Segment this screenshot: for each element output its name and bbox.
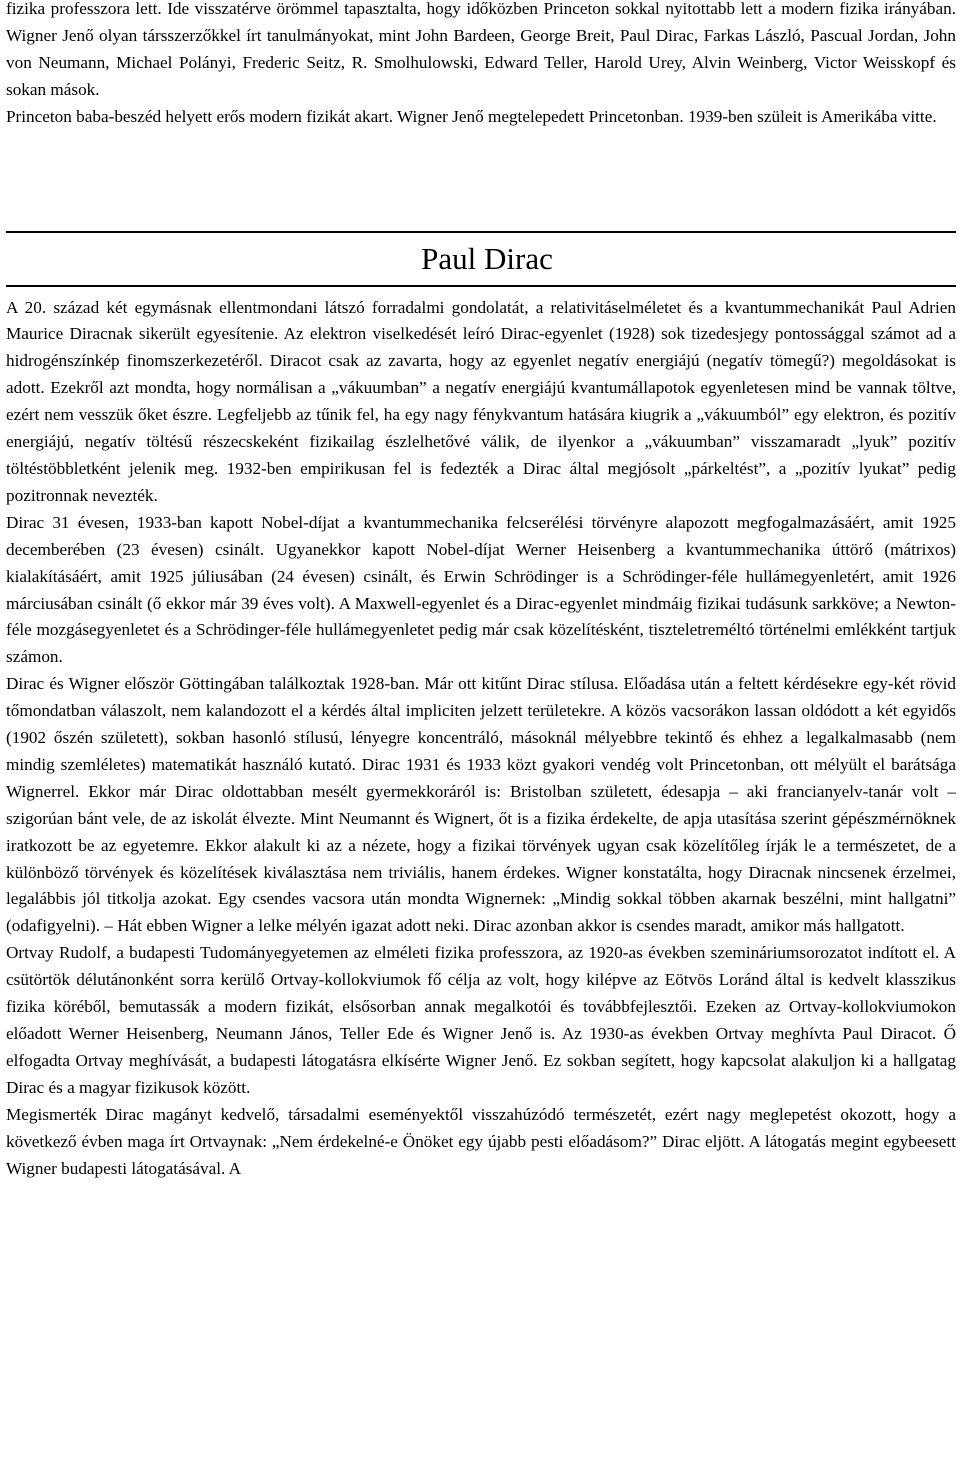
intro-paragraph-2: Princeton baba-beszéd helyett erős modern fizikát akart. Wigner Jenő megtelepedett Princetonban. 1939-ben szüleit is Amerikába vitte.: [6, 106, 937, 126]
body-paragraph-4: Ortvay Rudolf, a budapesti Tudományegyetemen az elméleti fizika professzora, az 1920-as években szemináriumsorozatot indított el. A csütörtök délutánonként sorra kerülő Ortvay-kollokviumok fő célja az volt, hogy kilépve az Eötvös Loránd által is kedvelt klasszikus fizika köréből, bemutassák a modern fizikát, elsősorban annak megalkotói és továbbfejlesztői. Ezeken az Ortvay-kollokviumokon előadott Werner Heisenberg, Neumann János, Teller Ede és Wigner Jenő is. Az 1930-as években Ortvay meghívta Paul Diracot. Ő elfogadta Ortvay meghívását, a budapesti látogatásra elkísérte Wigner Jenő. Ez sokban segített, hogy kapcsolat alakuljon ki a hallgatag Dirac és a magyar fizikusok között.: [6, 943, 956, 1097]
body-paragraph-5: Megismerték Dirac magányt kedvelő, társadalmi eseményektől visszahúzódó természetét, ezért nagy meglepetést okozott, hogy a következő évben maga írt Ortvaynak: „Nem érdekelné-e Önöket egy újabb pesti előadásom?” Dirac eljött. A látogatás megint egybeesett Wigner budapesti látogatásával. A: [6, 1104, 956, 1178]
body-paragraph-2: Dirac 31 évesen, 1933-ban kapott Nobel-díjat a kvantummechanika felcserélési törvényre alapozott megfogalmazásáért, amit 1925 decemberében (23 évesen) csinált. Ugyanekkor kapott Nobel-díjat Werner Heisenberg a kvantummechanika úttörő (mátrixos) kialakításáért, amit 1925 júliusában (24 évesen) csinált, és Erwin Schrödinger is a Schrödinger-féle hullámegyenletért, amit 1926 márciusában csinált (ő ekkor már 39 éves volt). A Maxwell-egyenlet és a Dirac-egyenlet mindmáig fizikai tudásunk sarkköve; a Newton-féle mozgásegyenletet és a Schrödinger-féle hullámegyenletet pedig már csak közelítésként, tiszteletreméltó történelmi emlékként tartjuk számon.: [6, 512, 956, 667]
document-page: [6, 0, 956, 1182]
section-bottom-rule: [6, 285, 956, 287]
body-paragraph-1: A 20. század két egymásnak ellentmondani látszó forradalmi gondolatát, a relativitáselméletet és a kvantummechanikát Paul Adrien Maurice Diracnak sikerült egyesítenie. Az elektron viselkedését leíró Dirac-egyenlet (1928) sok tizedesjegy pontossággal számot ad a hidrogénszínkép finomszerkezetéről. Diracot csak az zavarta, hogy az egyenlet negatív energiájú (negatív tömegű?) megoldásokat is adott. Ezekről azt mondta, hogy normálisan a „vákuumban” a negatív energiájú kvantumállapotok egyenletesen mind be vannak töltve, ezért nem vesszük őket észre. Legfeljebb az tűnik fel, ha egy nagy fénykvantum hatására kiugrik a „vákuumból” egy elektron, és pozitív energiájú, negatív töltésű részecskeként fizikailag észlelhetővé válik, de ilyenkor a „vákuumban” visszamaradt „lyuk” pozitív töltéstöbbletként jelenik meg. 1932-ben empirikusan fel is fedezték a Dirac által megjósolt „párkeltést”, a „pozitív lyukat” pedig pozitronnak nevezték.: [6, 297, 956, 505]
body-paragraph-3: Dirac és Wigner először Göttingában találkoztak 1928-ban. Már ott kitűnt Dirac stílusa. Előadása után a feltett kérdésekre egy-két rövid tőmondatban válaszolt, nem kalandozott el a kérdés által impliciten jelzett területekre. A közös vacsorákon lassan oldódott a két egyidős (1902 őszén született), sokban hasonló stílusú, lényegre koncentráló, másoknál mélyebbre tekintő és ehhez a legalkalmasabb (nem mindig szemléletes) matematikát használó kutató. Dirac 1931 és 1933 közt gyakori vendég volt Princetonban, ott mélyült el barátsága Wignerrel. Ekkor már Dirac oldottabban mesélt gyermekkoráról is: Bristolban született, édesapja – aki francianyelv-tanár volt – szigorúan bánt vele, de az iskolát élvezte. Mint Neumannt és Wignert, őt is a fizika érdekelte, de apja utasítása szerint gépészmérnöknek iratkozott be az egyetemre. Ekkor alakult ki az a nézete, hogy a fizikai törvények ugyan csak közelítőleg írják le a természetet, de a különböző törvények és közelítések kiválasztása nem triviális, hanem érdekes. Wigner konstatálta, hogy Diracnak nincsenek érzelmei, legalábbis jól titkolja azokat. Egy csendes vacsora után mondta Wignernek: „Mindig sokkal többen akarnak beszélni, mint hallgatni” (odafigyelni). – Hát ebben Wigner a lelke mélyén igazat adott neki. Dirac azonban akkor is csendes maradt, amikor más hallgatott.: [6, 674, 956, 936]
section-gap: [6, 131, 956, 231]
section-title: Paul Dirac: [421, 240, 553, 276]
intro-paragraph-1: fizika professzora lett. Ide visszatérve örömmel tapasztalta, hogy időközben Princeton sokkal nyitottabb lett a modern fizika irányában. Wigner Jenő olyan társszerzőkkel írt tanulmányokat, mint John Bardeen, George Breit, Paul Dirac, Farkas László, Pascual Jordan, John von Neumann, Michael Polányi, Frederic Seitz, R. Smolhulowski, Edward Teller, Harold Urey, Alvin Weinberg, Victor Weisskopf és sokan mások.: [6, 0, 956, 99]
